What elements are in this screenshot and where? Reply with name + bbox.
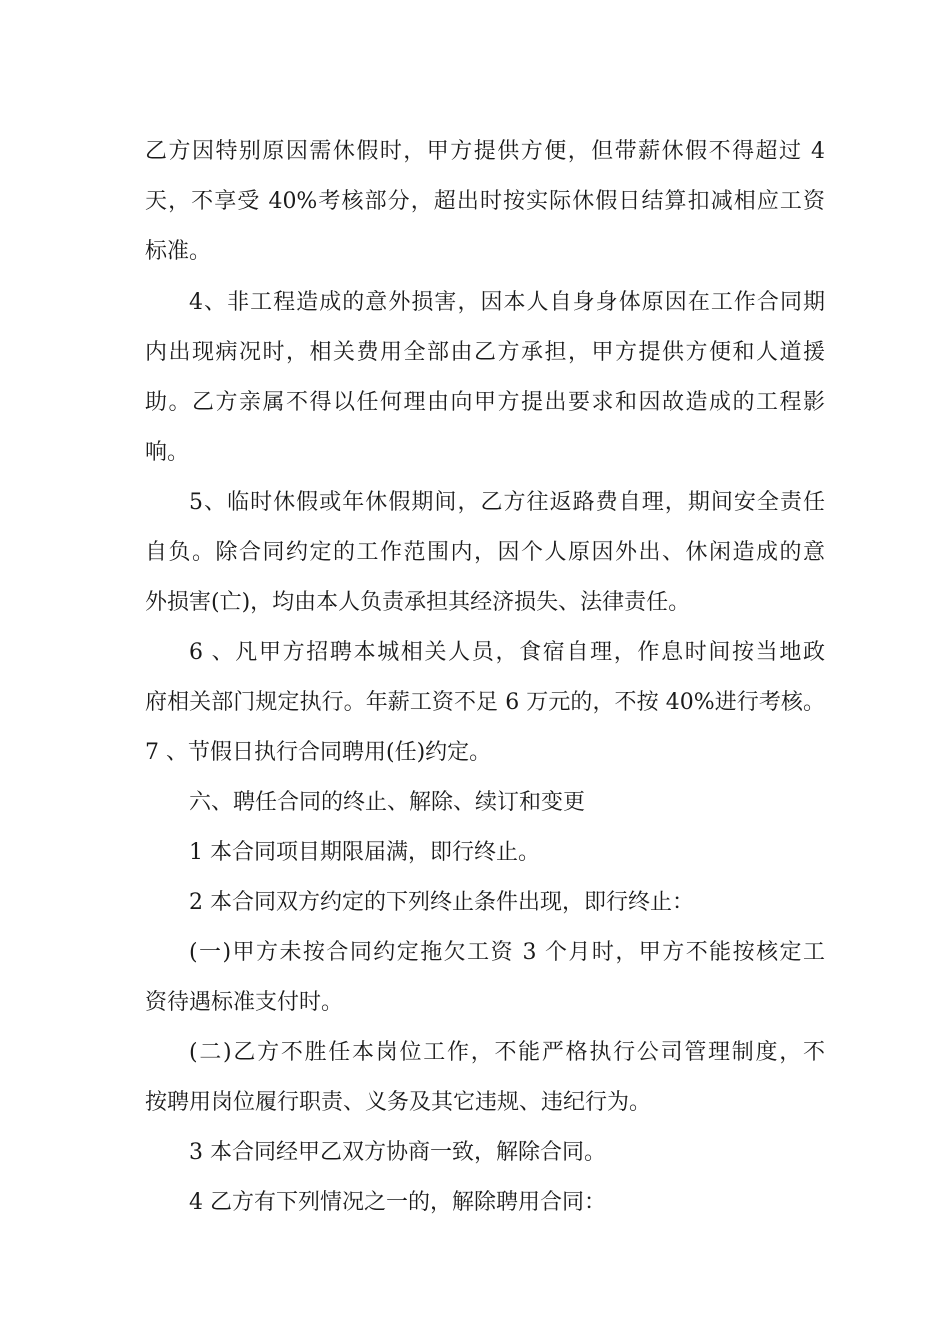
text-line: 内出现病况时，相关费用全部由乙方承担，甲方提供方便和人道援 xyxy=(145,340,825,365)
text-line: 1 本合同项目期限届满，即行终止。 xyxy=(189,840,540,865)
text-line: 7 、节假日执行合同聘用(任)约定。 xyxy=(145,740,492,765)
text-line: 外损害(亡)，均由本人负责承担其经济损失、法律责任。 xyxy=(145,590,691,615)
text-line: (一)甲方未按合同约定拖欠工资 3 个月时，甲方不能按核定工 xyxy=(189,940,825,965)
text-line: 自负。除合同约定的工作范围内，因个人原因外出、休闲造成的意 xyxy=(145,540,825,565)
text-line: 助。乙方亲属不得以任何理由向甲方提出要求和因故造成的工程影 xyxy=(145,390,825,415)
text-line: 响。 xyxy=(145,440,190,465)
text-line: 5、临时休假或年休假期间，乙方往返路费自理，期间安全责任 xyxy=(189,490,825,515)
text-line: 资待遇标准支付时。 xyxy=(145,990,344,1015)
text-line: 府相关部门规定执行。年薪工资不足 6 万元的，不按 40%进行考核。 xyxy=(145,690,825,715)
text-line: 乙方因特别原因需休假时，甲方提供方便，但带薪休假不得超过 4 xyxy=(145,139,825,164)
text-line: (二)乙方不胜任本岗位工作，不能严格执行公司管理制度，不 xyxy=(189,1040,825,1065)
text-line: 按聘用岗位履行职责、义务及其它违规、违纪行为。 xyxy=(145,1090,652,1115)
text-line: 6 、凡甲方招聘本城相关人员，食宿自理，作息时间按当地政 xyxy=(189,640,825,665)
text-line: 3 本合同经甲乙双方协商一致，解除合同。 xyxy=(189,1140,606,1165)
text-line: 2 本合同双方约定的下列终止条件出现，即行终止： xyxy=(189,890,694,915)
text-line: 标准。 xyxy=(145,239,212,264)
text-line: 天，不享受 40%考核部分，超出时按实际休假日结算扣减相应工资 xyxy=(145,189,825,214)
section-heading: 六、聘任合同的终止、解除、续订和变更 xyxy=(189,790,586,815)
text-line: 4 乙方有下列情况之一的，解除聘用合同： xyxy=(189,1190,606,1215)
text-line: 4、非工程造成的意外损害，因本人自身身体原因在工作合同期 xyxy=(189,290,825,315)
